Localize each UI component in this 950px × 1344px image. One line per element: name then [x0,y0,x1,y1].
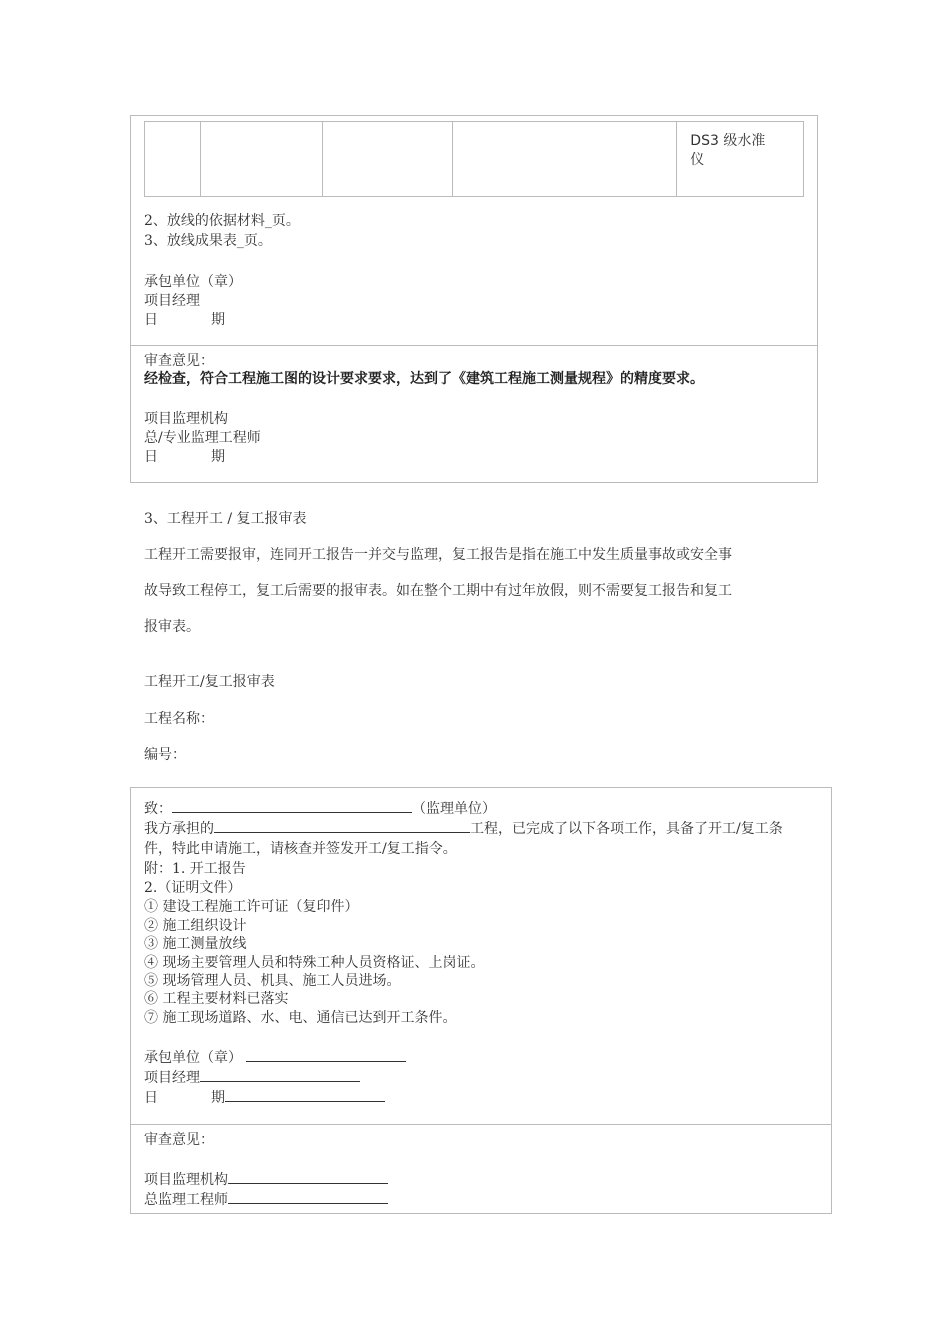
review-label: 审查意见： [144,1132,214,1148]
list-item: ④ 现场主要管理人员和特殊工种人员资格证、上岗证。 [144,955,485,971]
review-date-label [144,448,225,466]
list-item: ⑦ 施工现场道路、水、电、通信已达到开工条件。 [144,1010,457,1026]
divider [131,345,817,346]
apply-line: 件，特此申请施工，请核查并签发开工/复工指令。 [144,841,457,857]
divider [131,1124,831,1125]
supervision-org-label: 项目监理机构 [144,411,228,427]
attachment-1: 附：1. 开工报告 [144,861,246,877]
review-label: 审查意见： [144,353,214,369]
manager-blank [200,1069,360,1082]
date-char-1: 日 [144,312,158,328]
number-label: 编号： [144,747,186,763]
chief-engineer-label: 总监理工程师 [144,1192,228,1208]
table-cell [452,122,677,197]
contractor-label: 承包单位（章） [144,1050,242,1066]
supervision-unit-label: （监理单位） [412,801,496,817]
date-char-2: 期 [211,449,225,465]
paragraph-line-2: 故导致工程停工，复工后需要的报审表。如在整个工期中有过年放假，则不需要复工报告和复工 [144,583,732,599]
to-label: 致： [144,801,172,817]
chief-engineer-label: 总/专业监理工程师 [144,430,261,446]
supervision-org-label: 项目监理机构 [144,1172,228,1188]
date-blank [225,1089,385,1102]
date-char-2: 期 [211,1090,225,1106]
attachment-2: 2.（证明文件） [144,880,242,896]
to-line [144,800,496,818]
project-manager-label: 项目经理 [144,1070,200,1086]
basis-material-line: 2、放线的依据材料_页。 [144,213,300,229]
manager-line [144,1069,360,1087]
equipment-cell [677,122,804,197]
date-char-1: 日 [144,1090,158,1106]
supervision-org-blank [228,1171,388,1184]
we-undertake-label: 我方承担的 [144,821,214,837]
equipment-table [144,121,804,197]
contractor-label: 承包单位（章） [144,274,242,290]
table-row [145,122,804,197]
review-text: 经检查，符合工程施工图的设计要求要求，达到了《建筑工程施工测量规程》的精度要求。 [144,371,704,387]
supervision-unit-blank [172,800,412,813]
form-title: 工程开工/复工报审表 [144,674,275,690]
project-blank [214,820,470,833]
chief-engineer-blank [228,1191,388,1204]
undertake-line [144,820,783,838]
list-item: ⑤ 现场管理人员、机具、施工人员进场。 [144,973,401,989]
date-label [144,311,225,329]
table-cell [201,122,323,197]
equipment-name-line2: 仪 [690,152,705,168]
project-suffix: 工程，已完成了以下各项工作，具备了开工/复工条 [470,821,783,837]
list-item: ② 施工组织设计 [144,918,247,934]
contractor-line [144,1049,406,1067]
contractor-blank [246,1049,406,1062]
table-cell [323,122,452,197]
list-item: ③ 施工测量放线 [144,936,247,952]
table-cell [145,122,201,197]
supervision-org-line [144,1171,388,1189]
date-char-2: 期 [211,312,225,328]
list-item: ⑥ 工程主要材料已落实 [144,991,289,1007]
paragraph-line-1: 工程开工需要报审，连同开工报告一并交与监理，复工报告是指在施工中发生质量事故或安全事 [144,547,732,563]
paragraph-line-3: 报审表。 [144,619,200,635]
project-name-label: 工程名称： [144,711,214,727]
project-manager-label: 项目经理 [144,293,200,309]
equipment-name-line1: DS3 级水准 [690,133,766,149]
chief-engineer-line [144,1191,388,1209]
result-table-line: 3、放线成果表_页。 [144,233,272,249]
section-heading: 3、工程开工 / 复工报审表 [144,511,307,527]
list-item: ① 建设工程施工许可证（复印件） [144,899,359,915]
date-line [144,1089,385,1107]
date-char-1: 日 [144,449,158,465]
